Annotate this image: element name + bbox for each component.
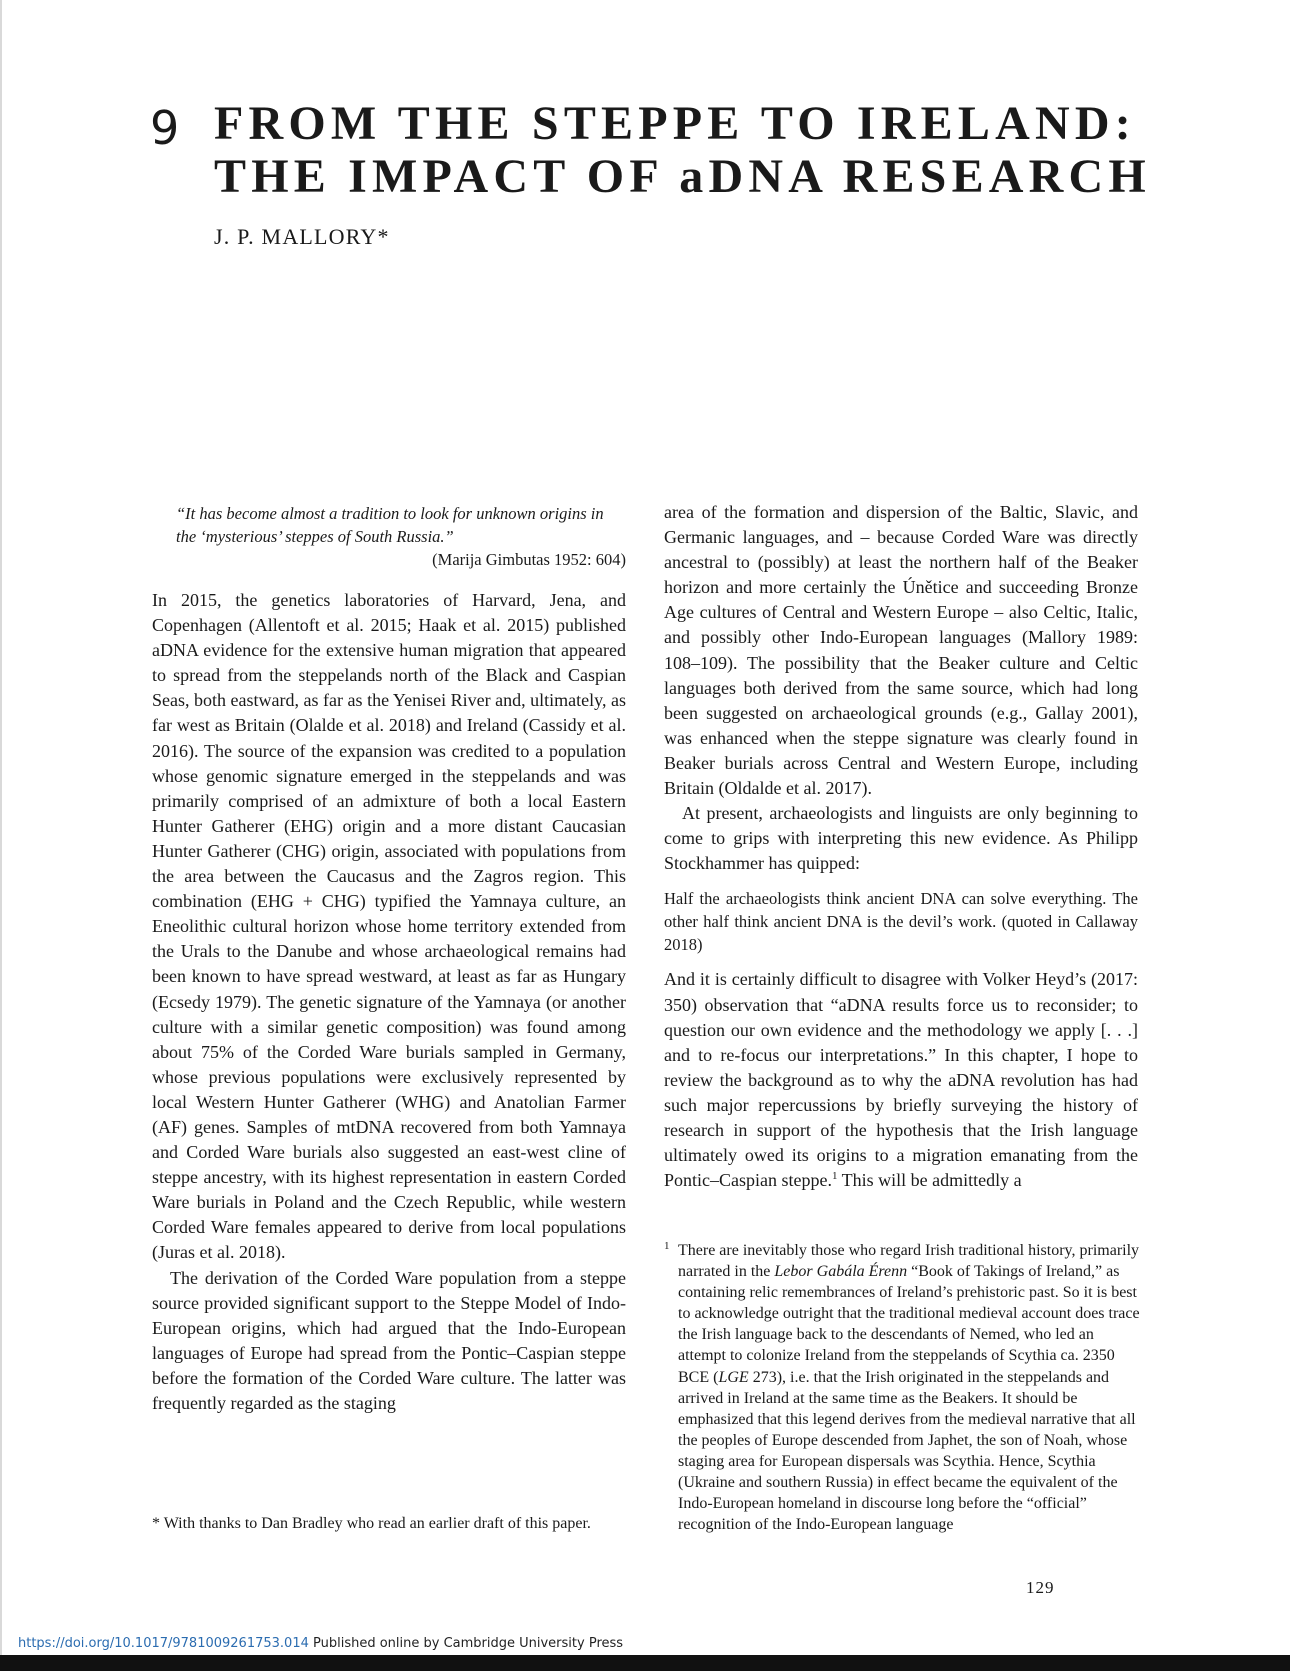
footnote-text <box>678 1240 1140 1535</box>
footer <box>18 1636 623 1651</box>
epigraph-citation: (Marija Gimbutas 1952: 604) <box>432 550 626 569</box>
footnote-acknowledgement: * With thanks to Dan Bradley who read an earlier draft of this paper. <box>152 1515 591 1532</box>
footnote-text-part: “Book of Takings of Ireland,” as containing relic remembrances of Ireland’s prehistoric past. So it is best to acknowledge outright that the traditional medieval account does trace the Irish language back to the descendants of Nemed, who led an attempt to colonize Ireland from the steppelands of Scythia ca. 2350 BCE ( <box>678 1263 1140 1386</box>
doi-link[interactable]: https://doi.org/10.1017/9781009261753.014 <box>18 1636 309 1651</box>
paragraph: At present, archaeologists and linguists are only beginning to come to grips with interpreting this new evidence. As Philipp Stockhammer has quipped: <box>664 803 1138 874</box>
footnote-title-italic: Lebor Gabála Érenn <box>774 1263 908 1281</box>
paragraph: In 2015, the genetics laboratories of Harvard, Jena, and Copenhagen (Allentoft et al. 2015; Haak et al. 2015) published aDNA evidence for the extensive human migration that appeared to spread from the steppelands north of the Black and Caspian Seas, both eastward, as far as the Yenisei River and, ultimately, as far west as Britain (Olalde et al. 2018) and Ireland (Cassidy et al. 2016). The source of the expansion was credited to a population whose genomic signature emerged in the steppelands and was primarily comprised of an admixture of both a local Eastern Hunter Gatherer (EHG) origin and a more distant Caucasian Hunter Gatherer (CHG) origin, associated with populations from the area between the Caucasus and the Zagros region. This combination (EHG + CHG) typified the Yamnaya culture, an Eneolithic cultural horizon whose home territory extended from the Urals to the Danube and whose archaeological remains had been known to have spread westward, at least as far as Hungary (Ecsedy 1979). The genetic signature of the Yamnaya (or another culture with a similar genetic composition) was found among about 75% of the Corded Ware burials sampled in Germany, whose previous populations were exclusively represented by local Western Hunter Gatherer (WHG) and Anatolian Farmer (AF) genes. Samples of mtDNA recovered from both Yamnaya and Corded Ware burials also suggested an east-west cline of steppe ancestry, with its highest representation in eastern Corded Ware burials in Poland and the Czech Republic, while western Corded Ware females appeared to derive from local populations (Juras et al. 2018). <box>152 590 626 1263</box>
publisher-note: Published online by Cambridge University Press <box>308 1636 624 1651</box>
page-edge <box>0 0 2 1655</box>
paragraph: The derivation of the Corded Ware population from a steppe source provided significant support to the Steppe Model of Indo-European origins, which had argued that the Indo-European languages of Europe had spread from the Pontic–Caspian steppe before the formation of the Corded Ware culture. The latter was frequently regarded as the staging <box>152 1267 626 1413</box>
paragraph-text-end: This will be admittedly a <box>837 1170 1022 1191</box>
footnote-ref[interactable]: 1 <box>831 1170 838 1183</box>
paragraph: area of the formation and dispersion of the Baltic, Slavic, and Germanic languages, and – because Corded Ware was directly ancestral to (possibly) at least the northern half of the Beaker horizon and more certainly the Únětice and succeeding Bronze Age cultures of Central and Western Europe – also Celtic, Italic, and possibly other Indo-European languages (Mallory 1989: 108–109). The possibility that the Beaker culture and Celtic languages both derived from the same source, which had long been suggested on archaeological grounds (e.g., Gallay 2001), was enhanced when the steppe signature was clearly found in Beaker burials across Central and Western Europe, including Britain (Oldalde et al. 2017). <box>664 502 1138 799</box>
footnote-mark: 1 <box>664 1240 670 1252</box>
right-column <box>664 500 1138 1193</box>
paragraph <box>664 967 1138 1193</box>
footnote-text-part: 273), i.e. that the Irish originated in the steppelands and arrived in Ireland at the same time as the Beakers. It should be emphasized that this legend derives from the medieval narrative that all the peoples of Europe descended from Japhet, the son of Noah, whose staging area for European dispersals was Scythia. Hence, Scythia (Ukraine and southern Russia) in effect became the equivalent of the Indo-European homeland in discourse long before the “official” recognition of the Indo-European language <box>678 1368 1136 1534</box>
block-quote: Half the archaeologists think ancient DNA can solve everything. The other half think ancient DNA is the devil’s work. (quoted in Callaway 2018) <box>664 889 1138 955</box>
chapter-title <box>214 97 1214 203</box>
chapter-title-line-2: THE IMPACT OF aDNA RESEARCH <box>214 150 1151 203</box>
viewer-bottom-bar <box>0 1655 1290 1671</box>
chapter-title-line-1: FROM THE STEPPE TO IRELAND: <box>214 97 1136 150</box>
author-name: J. P. MALLORY* <box>214 224 390 249</box>
epigraph-quote: “It has become almost a tradition to look for unknown origins in the ‘mysterious’ steppes of South Russia.” <box>176 504 604 546</box>
footnote-text-part: There are inevitably those who regard Irish traditional history, primarily narrated in the <box>678 1242 1140 1281</box>
chapter-number: 9 <box>150 101 180 155</box>
footnote-1 <box>664 1240 1140 1535</box>
paragraph-text: And it is certainly difficult to disagree with Volker Heyd’s (2017: 350) observation that “aDNA results force us to reconsider; to question our own evidence and the methodology we apply [. . .] and to re-focus our interpretations.” In this chapter, I hope to review the background as to why the aDNA revolution has had such major repercussions by briefly surveying the history of research in support of the hypothesis that the Irish language ultimately owed its origins to a migration emanating from the Pontic–Caspian steppe. <box>664 969 1138 1191</box>
footnote-abbrev-italic: LGE <box>718 1368 749 1386</box>
page-number: 129 <box>1026 1578 1055 1597</box>
left-column <box>152 502 626 1416</box>
